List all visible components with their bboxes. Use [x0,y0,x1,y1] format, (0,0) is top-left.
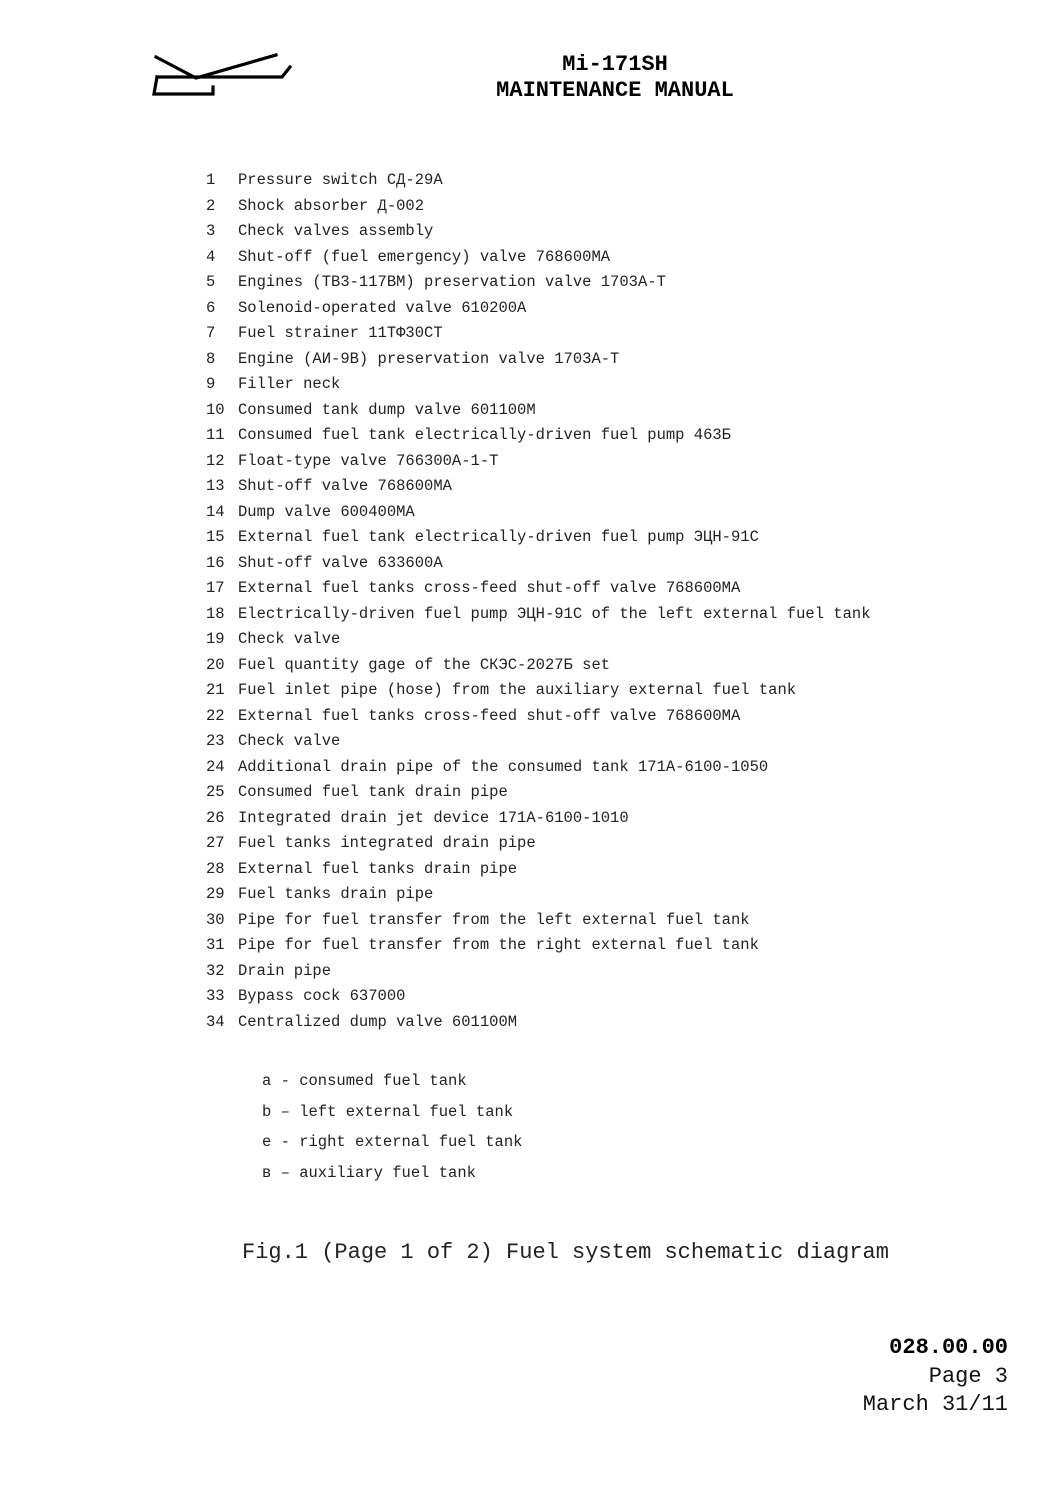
legend-item [206,372,871,398]
legend-item [206,806,871,832]
legend-item [206,704,871,730]
legend-item [206,245,871,271]
legend-item [206,219,871,245]
legend-item-text: Drain pipe [238,961,332,980]
legend-item [206,321,871,347]
helicopter-logo-icon [150,48,295,100]
legend-item [206,959,871,985]
tank-zone-item: в – auxiliary fuel tank [262,1163,476,1182]
legend-item [206,984,871,1010]
legend-item [206,857,871,883]
legend-item-text: Shut-off valve 633600А [238,553,443,572]
legend-item-number: 12 [206,451,225,470]
legend-item-number: 10 [206,400,225,419]
tank-zone-list [262,1066,522,1188]
legend-item [206,398,871,424]
component-legend-list [206,168,871,1035]
legend-item-text: Check valves assembly [238,222,434,240]
legend-item-number: 28 [206,859,225,878]
legend-item-number: 22 [206,706,225,725]
legend-item-number: 3 [206,222,216,240]
legend-item [206,423,871,449]
legend-item [206,525,871,551]
legend-item-text: Pipe for fuel transfer from the right external fuel tank [238,936,759,954]
legend-item [206,780,871,806]
legend-item [206,270,871,296]
legend-item [206,194,871,220]
legend-item [206,296,871,322]
legend-item-text: Shut-off (fuel emergency) valve 768600МА [238,247,611,266]
legend-item-text: Centralized dump valve 601100М [238,1012,518,1031]
legend-item [206,933,871,959]
aircraft-model: Mi-171SH [562,52,668,77]
legend-item-number: 32 [206,961,225,980]
legend-item [206,831,871,857]
legend-item-number: 25 [206,783,225,801]
legend-item-number: 13 [206,477,225,495]
legend-item [206,1010,871,1036]
legend-item-number: 27 [206,834,225,852]
legend-item-text: Engines (ТВ3-117ВМ) preservation valve 1703А-Т [238,273,666,291]
legend-item-text: Pipe for fuel transfer from the left external fuel tank [238,910,750,929]
legend-item-number: 14 [206,502,225,521]
legend-item [206,882,871,908]
legend-item-number: 29 [206,885,225,903]
legend-item-text: Engine (АИ-9В) preservation valve 1703А-Т [238,349,620,368]
legend-item-text: Fuel quantity gage of the СКЭС-2027Б set [238,655,611,674]
manual-title: MAINTENANCE MANUAL [496,78,734,103]
legend-item-number: 4 [206,247,216,266]
document-header [440,52,790,104]
legend-item-number: 5 [206,273,216,291]
legend-item-text: Fuel tanks integrated drain pipe [238,834,536,852]
legend-item-number: 30 [206,910,225,929]
legend-item-number: 15 [206,528,225,546]
legend-item-number: 24 [206,757,225,776]
legend-item-number: 20 [206,655,225,674]
legend-item-number: 16 [206,553,225,572]
legend-item [206,627,871,653]
legend-item-text: Pressure switch СД-29А [238,171,443,189]
legend-item [206,653,871,679]
legend-item [206,168,871,194]
legend-item-number: 6 [206,298,216,317]
legend-item-number: 21 [206,681,225,699]
tank-zone-item: b – left external fuel tank [262,1102,514,1121]
legend-item [206,576,871,602]
legend-item-text: Additional drain pipe of the consumed tank 171А-6100-1050 [238,757,769,776]
legend-item [206,500,871,526]
legend-item [206,729,871,755]
legend-item-number: 33 [206,987,225,1005]
legend-item-text: External fuel tank electrically-driven fuel pump ЭЦН-91С [238,528,759,546]
legend-item-text: External fuel tanks cross-feed shut-off valve 768600МА [238,706,741,725]
revision-date: March 31/11 [862,1392,1008,1417]
legend-item-number: 17 [206,579,225,597]
legend-item [206,678,871,704]
legend-item-number: 26 [206,808,225,827]
legend-item [206,474,871,500]
legend-item-text: Dump valve 600400МА [238,502,415,521]
legend-item [206,602,871,628]
legend-item-text: External fuel tanks cross-feed shut-off valve 768600МА [238,579,741,597]
legend-item-number: 11 [206,426,225,444]
legend-item-text: Integrated drain jet device 171А-6100-1010 [238,808,629,827]
legend-item-text: Consumed fuel tank electrically-driven fuel pump 463Б [238,426,731,444]
legend-item-text: Fuel tanks drain pipe [238,885,434,903]
legend-item [206,908,871,934]
legend-item [206,347,871,373]
legend-item-number: 1 [206,171,216,189]
legend-item-text: Fuel strainer 11ТФ30СТ [238,324,443,342]
legend-item-text: Check valve [238,630,341,648]
legend-item-text: Fuel inlet pipe (hose) from the auxiliary external fuel tank [238,681,797,699]
legend-item-text: Check valve [238,732,341,750]
legend-item-number: 23 [206,732,225,750]
legend-item [206,551,871,577]
legend-item-text: Solenoid-operated valve 610200А [238,298,527,317]
legend-item-text: Consumed tank dump valve 601100М [238,400,536,419]
legend-item-number: 7 [206,324,216,342]
tank-zone-item: e - right external fuel tank [262,1133,523,1151]
page-number: Page 3 [928,1363,1008,1389]
legend-item-text: Consumed fuel tank drain pipe [238,783,508,801]
legend-item-text: Shock absorber Д-002 [238,196,425,215]
tank-zone-item: a - consumed fuel tank [262,1072,467,1090]
legend-item-text: Bypass cock 637000 [238,987,406,1005]
legend-item-number: 2 [206,196,216,215]
legend-item-number: 19 [206,630,225,648]
figure-caption: Fig.1 (Page 1 of 2) Fuel system schematic diagram [242,1240,889,1265]
legend-item-number: 34 [206,1012,225,1031]
legend-item-number: 8 [206,349,216,368]
chapter-code: 028.00.00 [889,1335,1008,1360]
legend-item-text: Filler neck [238,375,341,393]
legend-item-text: Shut-off valve 768600МА [238,477,452,495]
legend-item-number: 18 [206,604,225,623]
legend-item [206,449,871,475]
legend-item [206,755,871,781]
legend-item-text: External fuel tanks drain pipe [238,859,518,878]
page-footer [863,1334,1008,1420]
legend-item-text: Electrically-driven fuel pump ЭЦН-91С of the left external fuel tank [238,604,871,623]
legend-item-number: 31 [206,936,225,954]
legend-item-text: Float-type valve 766300А-1-Т [238,451,499,470]
legend-item-number: 9 [206,375,216,393]
